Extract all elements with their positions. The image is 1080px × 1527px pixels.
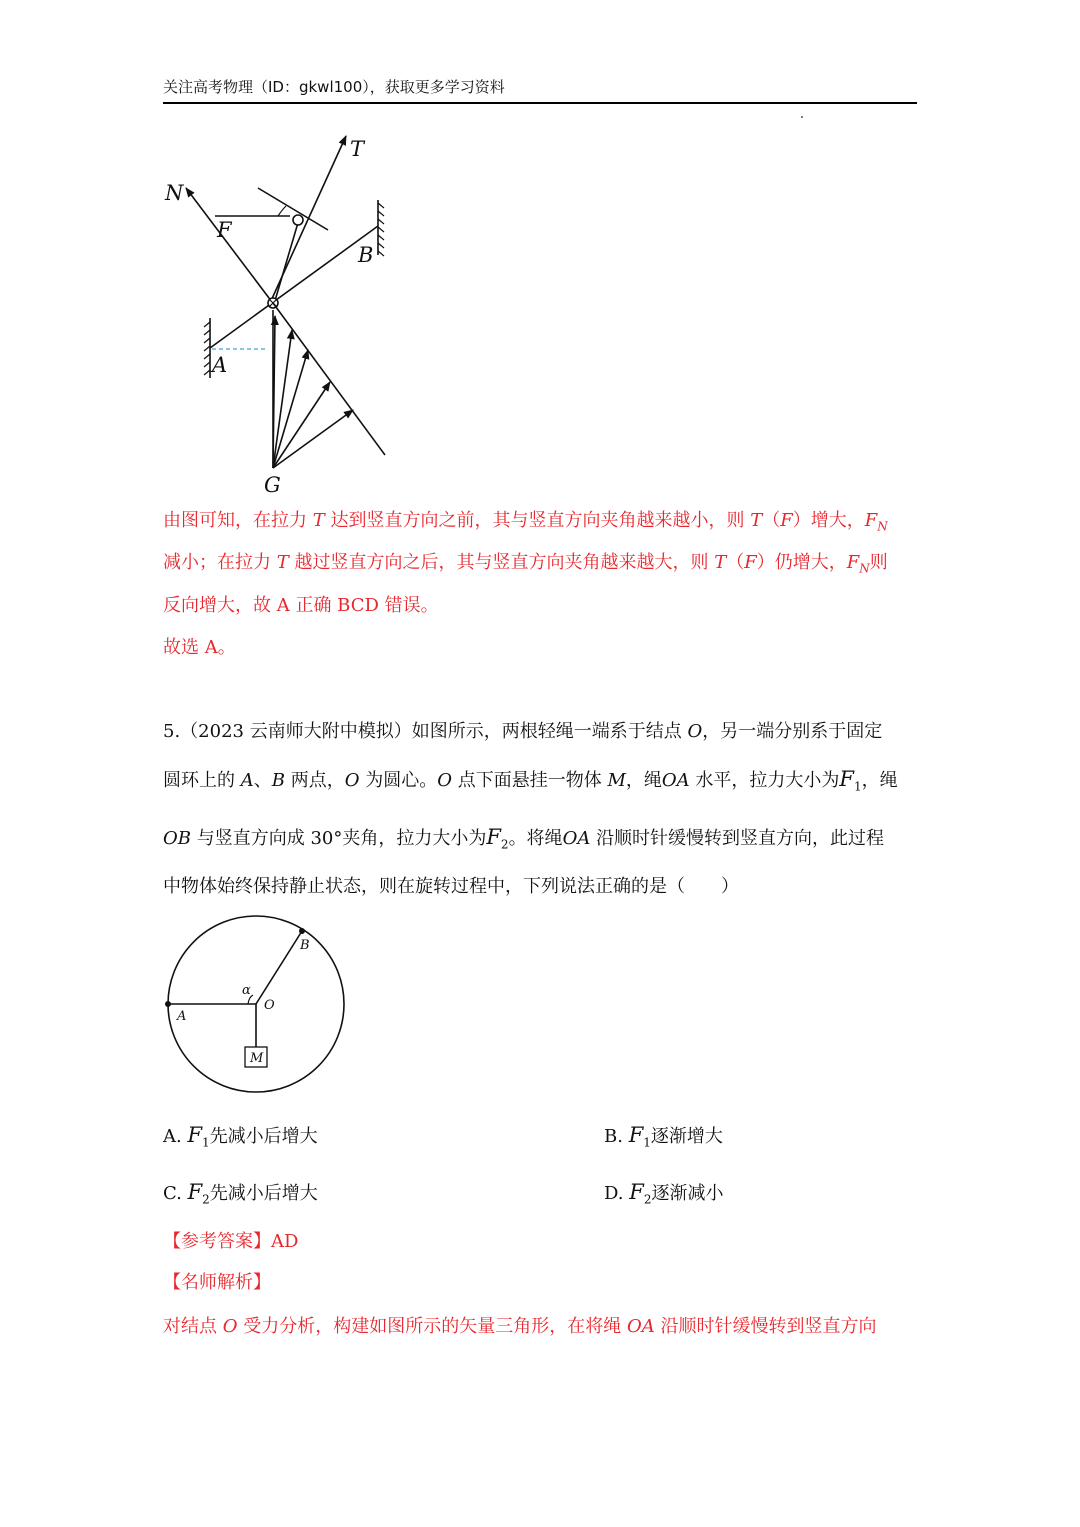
label-alpha: α (242, 983, 251, 998)
option-a[interactable]: A. $F_1$先减小后增大 (163, 1123, 318, 1150)
option-b[interactable]: B. $F_1$逐渐增大 (604, 1123, 723, 1150)
reference-answer: 【参考答案】AD (163, 1231, 299, 1252)
circle-ring-figure (160, 912, 350, 1098)
rope-ab (210, 226, 378, 348)
label-f: F (217, 218, 232, 242)
explanation-4-line-3: 反向增大，故 A 正确 BCD 错误。 (163, 595, 439, 616)
label-t: T (350, 137, 365, 161)
label-n: N (165, 181, 184, 205)
explanation-4-line-2: 减小；在拉力 T 越过竖直方向之后，其与竖直方向夹角越来越大，则 T（F）仍增大，$F_N$则 (163, 552, 888, 576)
question-5-line-3: OB 与竖直方向成 30°夹角，拉力大小为$F_2$。将绳OA 沿顺时针缓慢转到竖直方向，此过程 (163, 825, 885, 852)
label-a: A (177, 1009, 187, 1024)
point-a (165, 1001, 171, 1007)
line-fn-direction (273, 303, 385, 455)
pulley (293, 215, 303, 225)
point-b (299, 928, 305, 934)
explanation-4-line-4: 故选 A。 (163, 637, 236, 658)
explanation-5-line-1: 对结点 O 受力分析，构建如图所示的矢量三角形，在将绳 OA 沿顺时针缓慢转到竖直方向 (163, 1316, 877, 1337)
question-5-line-2: 圆环上的 A、B 两点，O 为圆心。O 点下面悬挂一物体 M，绳OA 水平，拉力大小为$F_1$，绳 (163, 767, 898, 794)
option-c[interactable]: C. $F_2$先减小后增大 (163, 1180, 318, 1207)
stray-dot (801, 116, 803, 118)
label-a: A (212, 353, 228, 377)
rope-ob (256, 931, 302, 1004)
label-b: B (300, 938, 310, 953)
question-5-line-4: 中物体始终保持静止状态，则在旋转过程中，下列说法正确的是（ ） (163, 876, 739, 897)
header-text: 关注高考物理（ID：gkwl100），获取更多学习资料 (163, 78, 505, 96)
arrow-n (186, 188, 272, 302)
label-m: M (250, 1051, 264, 1066)
question-5-line-1: 5.（2023 云南师大附中模拟）如图所示，两根轻绳一端系于结点 O，另一端分别系于固定 (163, 721, 883, 742)
label-o: O (264, 998, 275, 1013)
explanation-4-line-1: 由图可知，在拉力 T 达到竖直方向之前，其与竖直方向夹角越来越小，则 T（F）增大，$F_N$ (163, 510, 888, 534)
label-b: B (358, 243, 374, 267)
force-diagram-figure (160, 130, 400, 500)
pulley-board (258, 188, 328, 230)
analysis-heading: 【名师解析】 (163, 1272, 271, 1293)
option-d[interactable]: D. $F_2$逐渐减小 (604, 1180, 724, 1207)
label-g: G (264, 473, 281, 497)
page-header (163, 76, 917, 104)
